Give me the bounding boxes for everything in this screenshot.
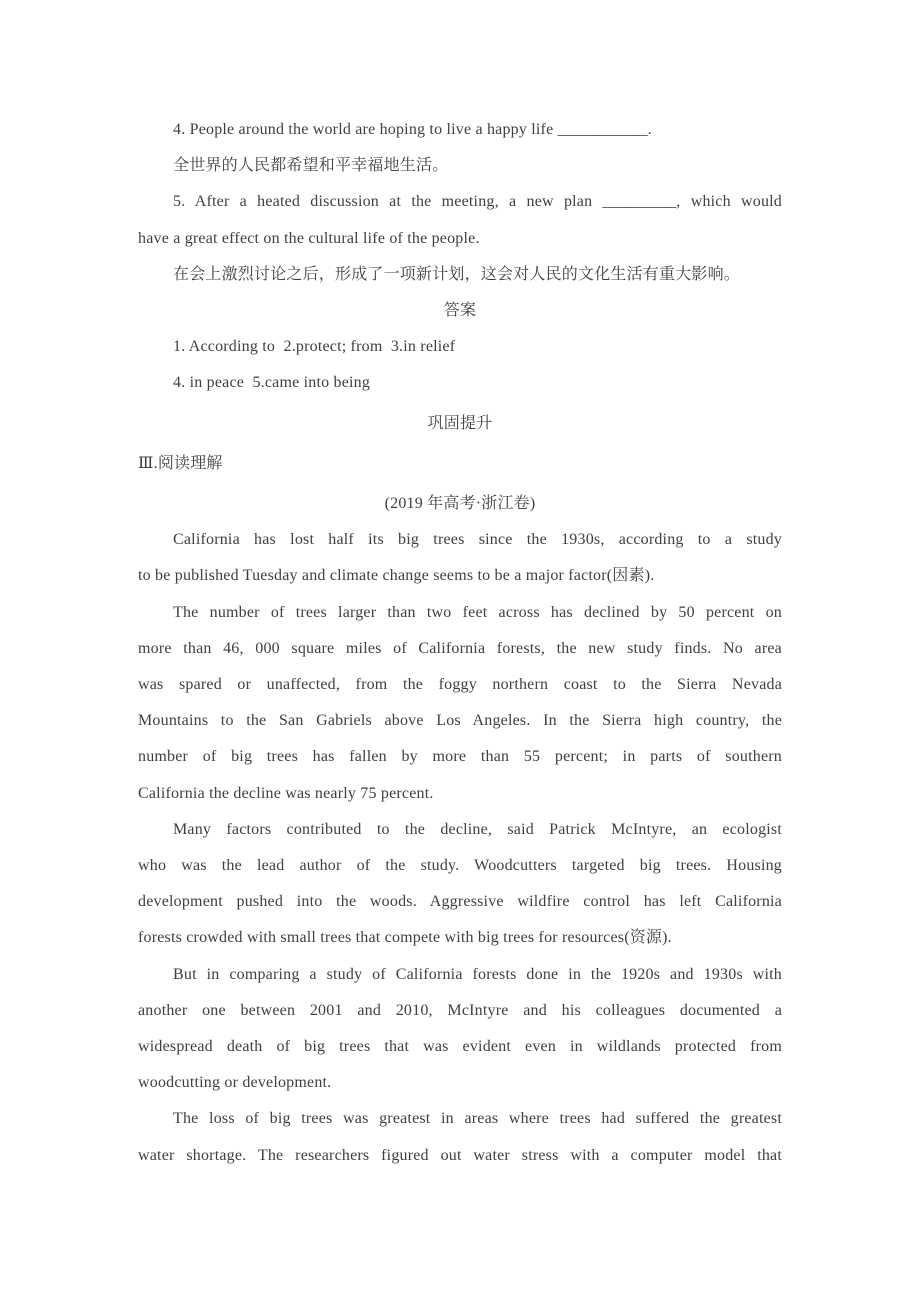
doc-line: to be published Tuesday and climate change seems to be a major factor(因素). [138,567,655,585]
doc-line: (2019 年高考·浙江卷) [384,495,536,513]
doc-line: 4. People around the world are hoping to live a happy life ___________. [173,121,652,138]
doc-line: The number of trees larger than two feet across has declined by 50 percent on [173,603,782,621]
doc-line: The loss of big trees was greatest in areas where trees had suffered the greatest [173,1110,782,1128]
doc-line: California the decline was nearly 75 percent. [138,784,434,802]
doc-line: water shortage. The researchers figured out water stress with a computer model that [138,1146,782,1164]
doc-line: who was the lead author of the study. Woodcutters targeted big trees. Housing [138,857,782,875]
doc-line: woodcutting or development. [138,1074,332,1092]
doc-line: widespread death of big trees that was evident even in wildlands protected from [138,1038,782,1056]
doc-line: 答案 [443,302,477,320]
doc-line: development pushed into the woods. Aggressive wildfire control has left California [138,893,782,911]
doc-line: 在会上激烈讨论之后，形成了一项新计划，这会对人民的文化生活有重大影响。 [173,265,741,283]
doc-line: 全世界的人民都希望和平幸福地生活。 [173,157,449,175]
doc-line: But in comparing a study of California forests done in the 1920s and 1930s with [173,965,782,983]
doc-line: California has lost half its big trees since the 1930s, according to a study [173,531,782,549]
doc-line: another one between 2001 and 2010, McIntyre and his colleagues documented a [138,1001,782,1019]
doc-line: Many factors contributed to the decline, said Patrick McIntyre, an ecologist [173,820,782,838]
doc-line: was spared or unaffected, from the foggy northern coast to the Sierra Nevada [138,676,782,694]
doc-line: have a great effect on the cultural life of the people. [138,229,480,247]
doc-line: 4. in peace 5.came into being [173,374,371,392]
doc-line: more than 46, 000 square miles of California forests, the new study finds. No area [138,639,782,657]
doc-line: 1. According to 2.protect; from 3.in relief [173,338,456,356]
doc-line: 5. After a heated discussion at the meeting, a new plan _________, which would [173,193,782,211]
doc-line: 巩固提升 [427,414,493,432]
doc-line: Mountains to the San Gabriels above Los Angeles. In the Sierra high country, the [138,712,782,730]
doc-line: Ⅲ.阅读理解 [138,454,223,472]
document-body [138,0,782,1174]
doc-line: forests crowded with small trees that compete with big trees for resources(资源). [138,929,672,947]
doc-line: number of big trees has fallen by more than 55 percent; in parts of southern [138,748,782,766]
